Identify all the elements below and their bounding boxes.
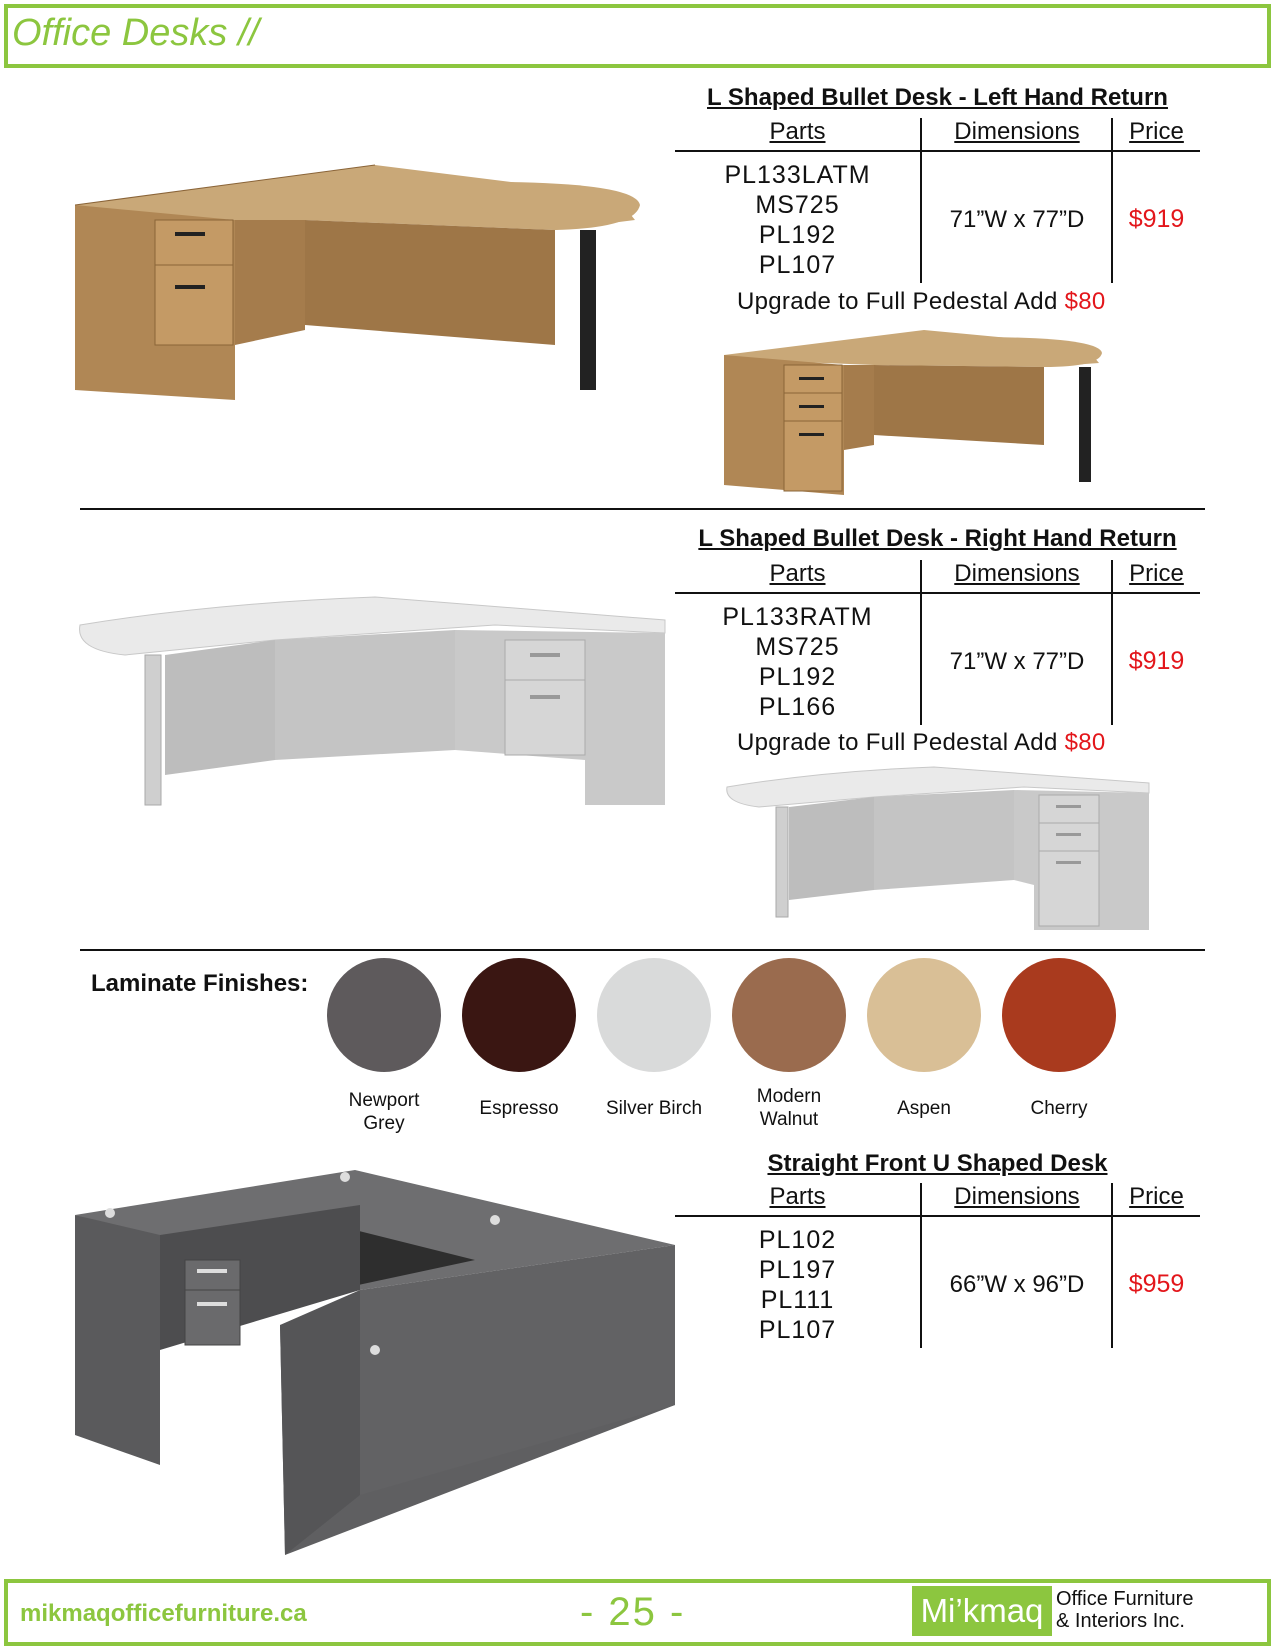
column-divider bbox=[920, 118, 922, 283]
column-divider bbox=[1111, 1183, 1113, 1348]
header-divider bbox=[675, 592, 1200, 594]
part-number: PL192 bbox=[758, 663, 837, 691]
swatch-cherry bbox=[1002, 958, 1116, 1072]
spec-table bbox=[675, 118, 1200, 283]
price-header: Price bbox=[1129, 1183, 1184, 1210]
column-divider bbox=[1111, 118, 1113, 283]
column-divider bbox=[920, 560, 922, 725]
finish-label-line: Silver Birch bbox=[605, 1098, 703, 1119]
parts-header: Parts bbox=[769, 1183, 826, 1210]
section-divider bbox=[80, 508, 1205, 510]
finish-label bbox=[859, 1097, 989, 1120]
column-divider bbox=[1111, 560, 1113, 725]
finish-label bbox=[454, 1097, 584, 1120]
part-number: PL133RATM bbox=[722, 603, 873, 631]
part-number: MS725 bbox=[755, 191, 840, 219]
price-value: $919 bbox=[1128, 205, 1185, 233]
parts-list bbox=[675, 1225, 920, 1345]
parts-list bbox=[675, 602, 920, 722]
part-number: PL107 bbox=[758, 1316, 837, 1344]
finish-label-line: Grey bbox=[363, 1113, 405, 1134]
swatch-espresso bbox=[462, 958, 576, 1072]
part-number: PL111 bbox=[760, 1286, 835, 1314]
section-divider bbox=[80, 949, 1205, 951]
page-number: - 25 - bbox=[580, 1590, 686, 1634]
upgrade-text: Upgrade to Full Pedestal Add bbox=[737, 729, 1058, 756]
finish-label-line: Espresso bbox=[479, 1098, 559, 1119]
desk-image-right-return bbox=[75, 595, 675, 825]
dimensions-header: Dimensions bbox=[954, 1183, 1080, 1210]
finish-label-line: Newport bbox=[348, 1090, 420, 1111]
product-title: L Shaped Bullet Desk - Left Hand Return bbox=[707, 84, 1168, 111]
parts-list bbox=[675, 160, 920, 280]
price-value: $919 bbox=[1128, 647, 1185, 675]
dimensions-value: 71”W x 77”D bbox=[949, 648, 1085, 675]
part-number: PL133LATM bbox=[724, 161, 871, 189]
part-number: MS725 bbox=[755, 633, 840, 661]
dimensions-value: 66”W x 96”D bbox=[949, 1271, 1085, 1298]
swatch-aspen bbox=[867, 958, 981, 1072]
column-divider bbox=[920, 1183, 922, 1348]
finish-label bbox=[589, 1097, 719, 1120]
desk-image-u-shaped bbox=[75, 1165, 675, 1555]
dimensions-header: Dimensions bbox=[954, 118, 1080, 145]
part-number: PL166 bbox=[758, 693, 837, 721]
upgrade-note bbox=[737, 288, 1106, 316]
upgrade-price: $80 bbox=[1064, 729, 1106, 756]
finish-label-line: Aspen bbox=[897, 1098, 951, 1119]
upgrade-note bbox=[737, 729, 1106, 757]
desk-image-left-return bbox=[75, 160, 675, 410]
upgrade-price: $80 bbox=[1064, 288, 1106, 315]
upgrade-text: Upgrade to Full Pedestal Add bbox=[737, 288, 1058, 315]
product-title: L Shaped Bullet Desk - Right Hand Return bbox=[698, 525, 1177, 552]
finishes-heading: Laminate Finishes: bbox=[91, 970, 309, 997]
finish-label bbox=[724, 1085, 854, 1131]
spec-table bbox=[675, 1183, 1200, 1348]
part-number: PL102 bbox=[758, 1226, 837, 1254]
website-link[interactable]: mikmaqofficefurniture.ca bbox=[20, 1600, 307, 1627]
dimensions-header: Dimensions bbox=[954, 560, 1080, 587]
swatch-newport-grey bbox=[327, 958, 441, 1072]
finish-label bbox=[994, 1097, 1124, 1120]
swatch-silver-birch bbox=[597, 958, 711, 1072]
company-name-line: Office Furniture bbox=[1056, 1588, 1194, 1610]
company-name-line: & Interiors Inc. bbox=[1056, 1610, 1185, 1632]
price-value: $959 bbox=[1128, 1270, 1185, 1298]
price-header: Price bbox=[1129, 560, 1184, 587]
desk-image-left-return-full-pedestal bbox=[724, 325, 1154, 495]
parts-header: Parts bbox=[769, 560, 826, 587]
price-header: Price bbox=[1129, 118, 1184, 145]
part-number: PL197 bbox=[758, 1256, 837, 1284]
company-name bbox=[1056, 1588, 1193, 1632]
finish-label-line: Cherry bbox=[1030, 1098, 1088, 1119]
finish-label-line: Walnut bbox=[759, 1109, 819, 1130]
dimensions-value: 71”W x 77”D bbox=[949, 206, 1085, 233]
spec-table bbox=[675, 560, 1200, 725]
page-title: Office Desks // bbox=[12, 12, 260, 54]
finish-label-line: Modern bbox=[756, 1086, 822, 1107]
finish-label bbox=[319, 1089, 449, 1135]
part-number: PL107 bbox=[758, 251, 837, 279]
desk-image-right-return-full-pedestal bbox=[724, 765, 1154, 935]
product-title: Straight Front U Shaped Desk bbox=[767, 1150, 1108, 1177]
parts-header: Parts bbox=[769, 118, 826, 145]
company-logo: Mi’kmaq bbox=[912, 1586, 1052, 1636]
header-divider bbox=[675, 150, 1200, 152]
swatch-modern-walnut bbox=[732, 958, 846, 1072]
part-number: PL192 bbox=[758, 221, 837, 249]
header-divider bbox=[675, 1215, 1200, 1217]
